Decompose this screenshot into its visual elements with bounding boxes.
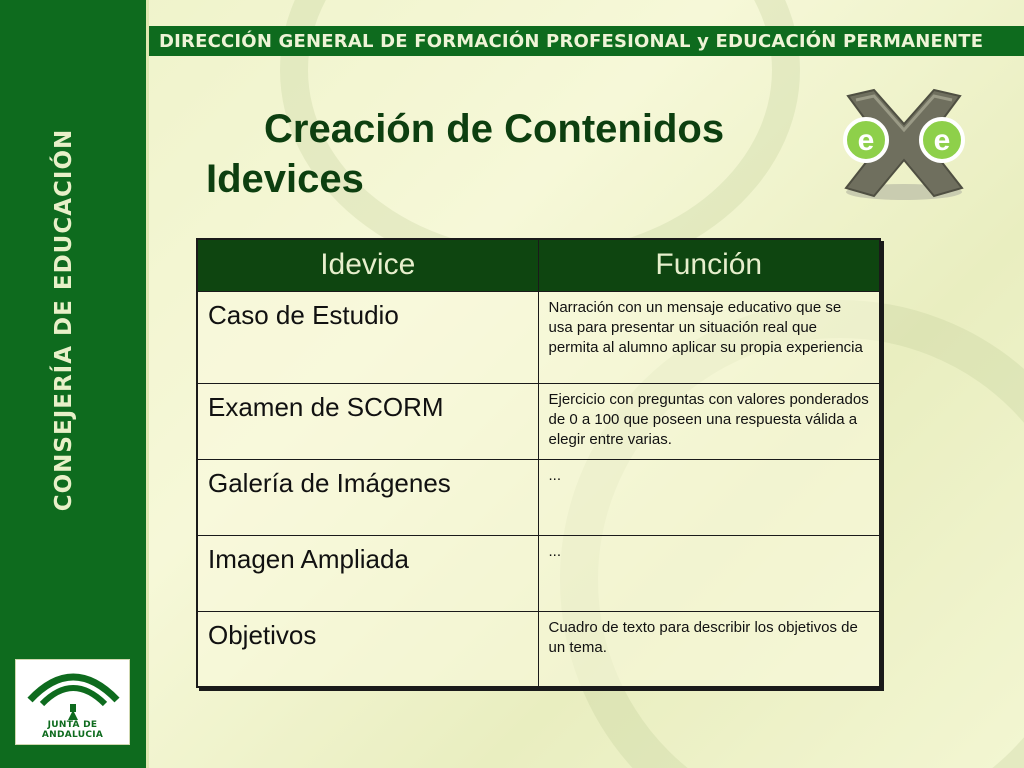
idevice-function-cell: Ejercicio con preguntas con valores ponderados de 0 a 100 que poseen una respuesta válida a elegir entre varias. <box>538 383 880 459</box>
top-banner <box>149 26 1024 56</box>
idevice-name-cell: Objetivos <box>197 611 538 687</box>
idevice-function-cell: Narración con un mensaje educativo que se usa para presentar un situación real que permita al alumno aplicar su propia experiencia <box>538 291 880 383</box>
sidebar-vertical-title: CONSEJERÍA DE EDUCACIÓN <box>51 128 77 512</box>
idevice-name-cell: Galería de Imágenes <box>197 459 538 535</box>
table-header-row <box>197 239 880 291</box>
column-header-funcion: Función <box>538 239 880 291</box>
idevice-name-cell: Caso de Estudio <box>197 291 538 383</box>
table-row <box>197 383 880 459</box>
idevice-function-cell: ... <box>538 459 880 535</box>
column-header-idevice: Idevice <box>197 239 538 291</box>
idevice-name-cell: Imagen Ampliada <box>197 535 538 611</box>
exe-logo-letter: e <box>933 124 951 157</box>
slide-title-line1: Creación de Contenidos <box>264 107 725 151</box>
idevice-function-cell: ... <box>538 535 880 611</box>
junta-logo-text: JUNTA DE ANDALUCIA <box>41 720 104 740</box>
banner-text: DIRECCIÓN GENERAL DE FORMACIÓN PROFESIONAL y EDUCACIÓN PERMANENTE <box>159 31 984 52</box>
table-row <box>197 611 880 687</box>
idevice-table <box>196 238 881 688</box>
slide-title-line2: Idevices <box>206 157 364 201</box>
exe-logo-letter: e <box>857 124 875 157</box>
table-row <box>197 291 880 383</box>
junta-de-andalucia-logo <box>15 659 130 745</box>
sidebar-divider <box>146 0 149 768</box>
slide-title <box>206 104 826 204</box>
exe-logo-icon <box>834 84 974 204</box>
table-row <box>197 459 880 535</box>
idevice-function-cell: Cuadro de texto para describir los objetivos de un tema. <box>538 611 880 687</box>
table-row <box>197 535 880 611</box>
sidebar <box>0 0 146 768</box>
idevice-name-cell: Examen de SCORM <box>197 383 538 459</box>
